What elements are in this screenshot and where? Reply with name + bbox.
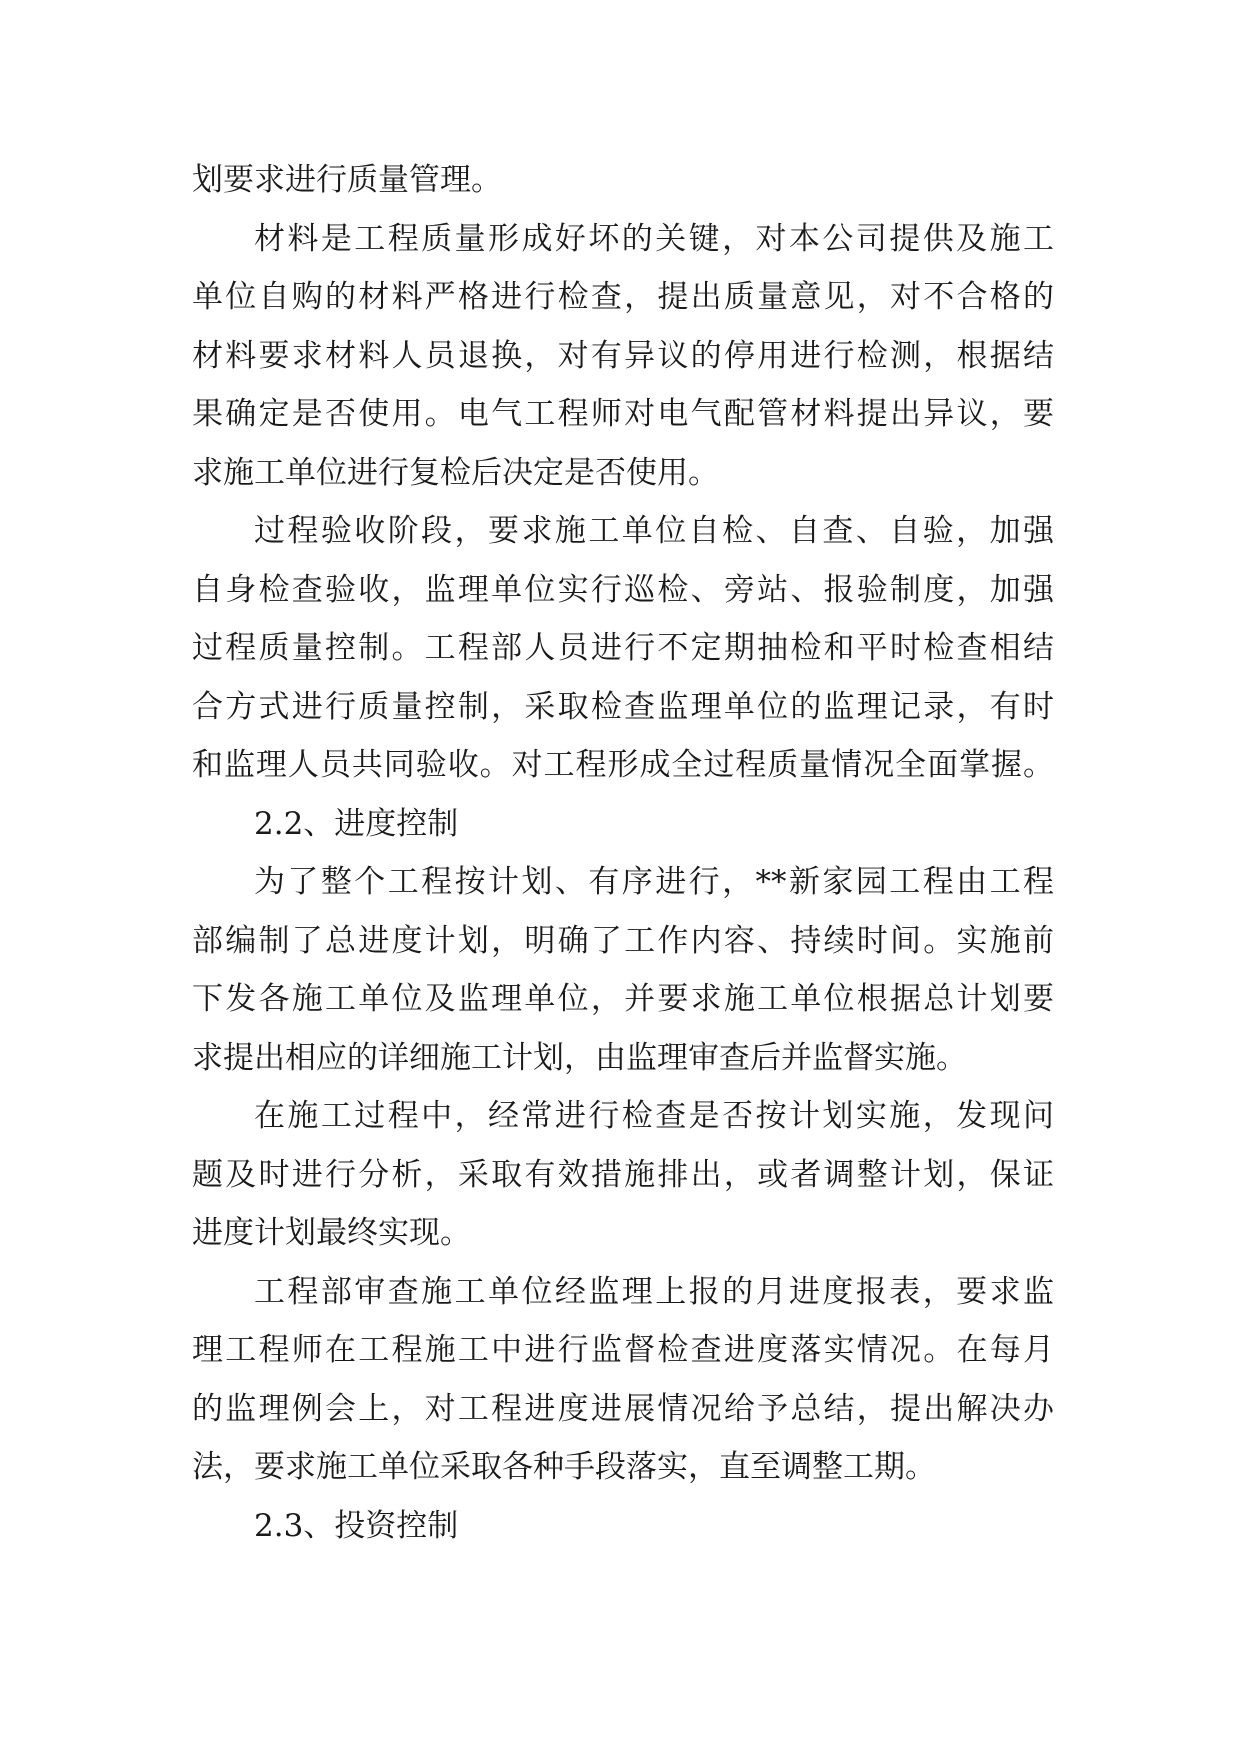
text-line: 2.3、投资控制 — [254, 1507, 459, 1544]
text-line: 合方式进行质量控制，采取检查监理单位的监理记录，有时 — [192, 688, 1054, 725]
text-line: 过程验收阶段，要求施工单位自检、自查、自验，加强 — [254, 513, 1054, 549]
text-line: 法，要求施工单位采取各种手段落实，直至调整工期。 — [192, 1449, 936, 1485]
text-line: 求提出相应的详细施工计划，由监理审查后并监督实施。 — [192, 1039, 967, 1076]
text-line: 果确定是否使用。电气工程师对电气配管材料提出异议，要 — [192, 396, 1054, 432]
text-line: 部编制了总进度计划，明确了工作内容、持续时间。实施前 — [192, 922, 1054, 959]
text-line: 进度计划最终实现。 — [192, 1215, 471, 1251]
text-line: 2.2、进度控制 — [254, 805, 459, 842]
text-line: 求施工单位进行复检后决定是否使用。 — [192, 454, 719, 491]
document-body — [192, 151, 1054, 1555]
text-line: 的监理例会上，对工程进度进展情况给予总结，提出解决办 — [192, 1390, 1054, 1427]
text-line: 过程质量控制。工程部人员进行不定期抽检和平时检查相结 — [192, 630, 1054, 666]
text-line: 题及时进行分析，采取有效措施排出，或者调整计划，保证 — [192, 1156, 1054, 1193]
text-line: 划要求进行质量管理。 — [192, 162, 502, 198]
text-line: 为了整个工程按计划、有序进行，**新家园工程由工程 — [254, 864, 1054, 900]
text-line: 自身检查验收，监理单位实行巡检、旁站、报验制度，加强 — [192, 571, 1054, 608]
text-line: 单位自购的材料严格进行检查，提出质量意见，对不合格的 — [192, 279, 1054, 315]
text-line: 工程部审查施工单位经监理上报的月进度报表，要求监 — [254, 1273, 1054, 1310]
text-line: 材料是工程质量形成好坏的关键，对本公司提供及施工 — [254, 220, 1054, 257]
text-line: 和监理人员共同验收。对工程形成全过程质量情况全面掌握。 — [192, 747, 1054, 783]
text-line: 材料要求材料人员退换，对有异议的停用进行检测，根据结 — [192, 337, 1054, 374]
text-line: 理工程师在工程施工中进行监督检查进度落实情况。在每月 — [192, 1332, 1054, 1368]
text-line: 下发各施工单位及监理单位，并要求施工单位根据总计划要 — [192, 981, 1054, 1017]
text-line: 在施工过程中，经常进行检查是否按计划实施，发现问 — [254, 1098, 1054, 1134]
